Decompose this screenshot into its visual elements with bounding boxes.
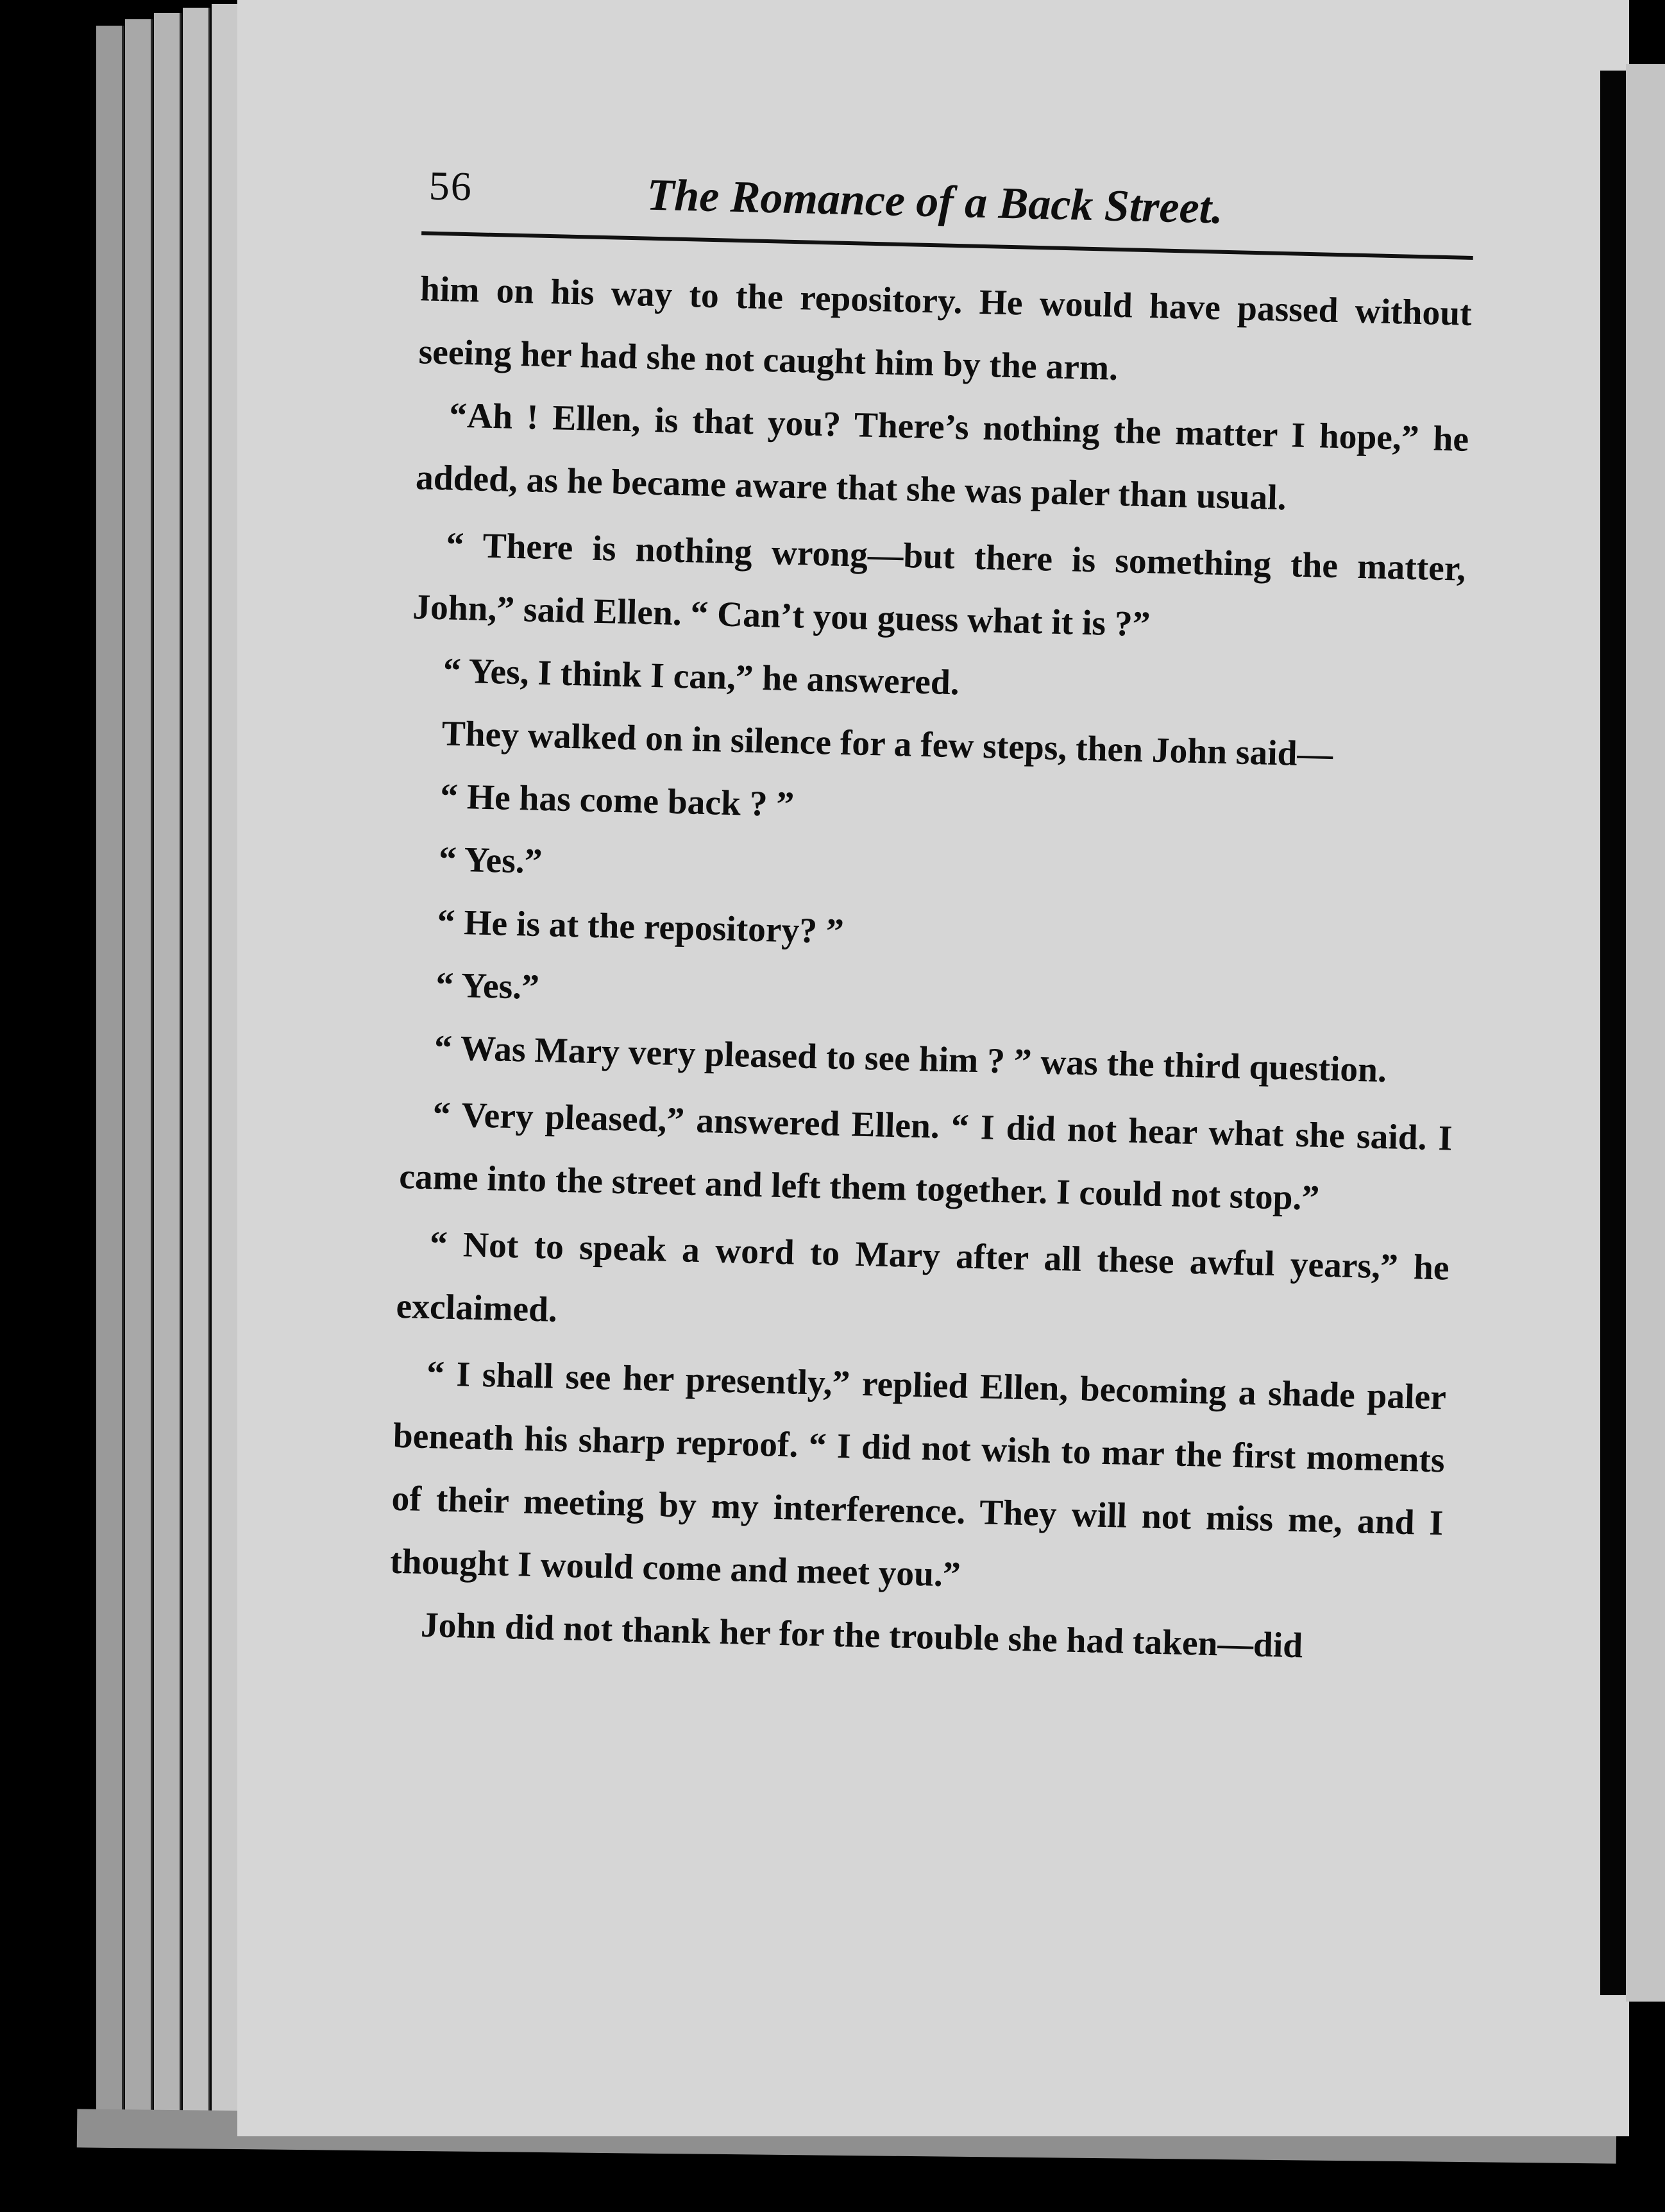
- paragraph: “ There is nothing wrong—but there is something the matter, John,” said Ellen. “ Can’t you guess what it is ?”: [412, 525, 1466, 645]
- book-gutter: [1600, 71, 1626, 1995]
- paragraph: “ I shall see her presently,” replied Ellen, becoming a shade paler beneath his sharp reproof. “ I did not wish to mar the first moments of their meeting by my interference. They will not miss me, and I thought I would come and meet you.”: [389, 1354, 1447, 1595]
- paragraph: “ Not to speak a word to Mary after all these awful years,” he exclaimed.: [395, 1225, 1450, 1330]
- paragraph: “ He is at the repository? ”: [437, 903, 845, 952]
- page-number: 56: [428, 162, 473, 210]
- paragraph: “ Yes.”: [435, 966, 540, 1007]
- paragraph: “ Yes, I think I can,” he answered.: [443, 651, 960, 703]
- paragraph: “ Yes.”: [438, 840, 543, 882]
- page-edge: [183, 8, 210, 2118]
- page-edge: [212, 4, 239, 2121]
- paragraph: John did not thank her for the trouble she had taken—did: [420, 1605, 1303, 1666]
- facing-page-edge: [1626, 64, 1665, 2002]
- page-edge: [154, 13, 182, 2117]
- paragraph: him on his way to the repository. He would have passed without seeing her had she not caught him by the arm.: [418, 269, 1473, 388]
- body-text: [388, 258, 1473, 1681]
- page-edge: [125, 19, 153, 2117]
- page-edge: [96, 26, 124, 2111]
- paragraph: “ Very pleased,” answered Ellen. “ I did not hear what she said. I came into the street and left them together. I could not stop.”: [398, 1095, 1453, 1218]
- paragraph: “Ah ! Ellen, is that you? There’s nothing the matter I hope,” he added, as he became aware that she was paler than usual.: [415, 396, 1469, 518]
- paragraph: “ Was Mary very pleased to see him ? ” was the third question.: [434, 1028, 1387, 1091]
- running-title: The Romance of a Back Street.: [646, 170, 1224, 234]
- paragraph: They walked on in silence for a few steps, then John said—: [441, 714, 1333, 775]
- paragraph: “ He has come back ? ”: [439, 777, 795, 825]
